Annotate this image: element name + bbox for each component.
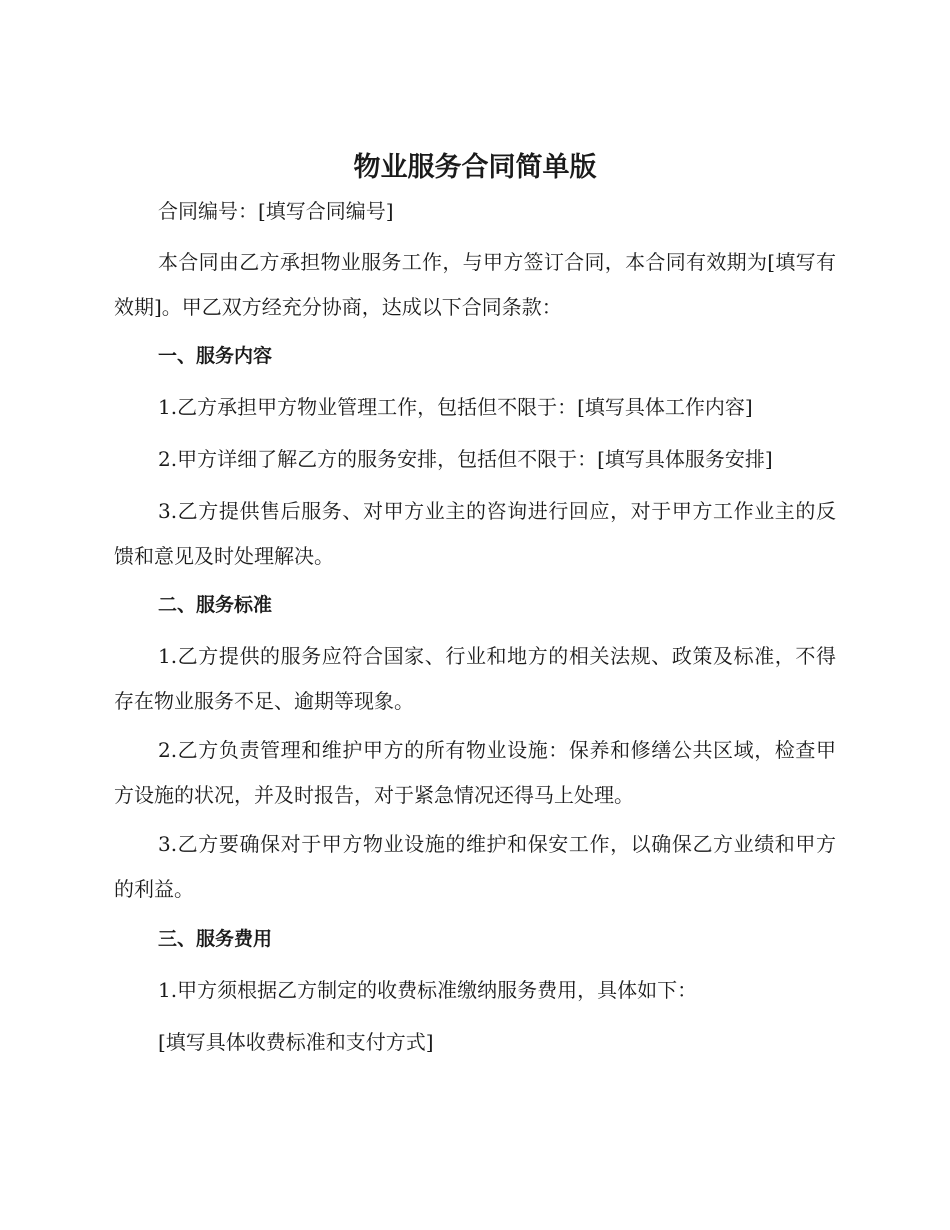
service-standard-item-2: 2.乙方负责管理和维护甲方的所有物业设施：保养和修缮公共区域，检查甲方设施的状况，并及时报告，对于紧急情况还得马上处理。	[114, 738, 836, 807]
service-content-item-3: 3.乙方提供售后服务、对甲方业主的咨询进行回应，对于甲方工作业主的反馈和意见及时处理解决。	[114, 499, 836, 568]
section-heading-service-fee: 三、服务费用	[158, 928, 273, 950]
service-fee-item-1: 1.甲方须根据乙方制定的收费标准缴纳服务费用，具体如下：	[158, 978, 698, 1002]
service-standard-item-1: 1.乙方提供的服务应符合国家、行业和地方的相关法规、政策及标准，不得存在物业服务不足、逾期等现象。	[114, 644, 836, 713]
service-content-item-1: 1.乙方承担甲方物业管理工作，包括但不限于：[填写具体工作内容]	[158, 395, 753, 419]
fee-placeholder: [填写具体收费标准和支付方式]	[158, 1030, 434, 1054]
contract-number: 合同编号：[填写合同编号]	[158, 199, 394, 223]
section-heading-service-standard: 二、服务标准	[158, 594, 273, 616]
document-title: 物业服务合同简单版	[353, 152, 597, 183]
section-heading-service-content: 一、服务内容	[158, 345, 273, 367]
service-standard-item-3: 3.乙方要确保对于甲方物业设施的维护和保安工作，以确保乙方业绩和甲方的利益。	[114, 832, 836, 901]
intro-paragraph: 本合同由乙方承担物业服务工作，与甲方签订合同，本合同有效期为[填写有效期]。甲乙双方经充分协商，达成以下合同条款：	[114, 250, 836, 319]
service-content-item-2: 2.甲方详细了解乙方的服务安排，包括但不限于：[填写具体服务安排]	[158, 447, 773, 471]
